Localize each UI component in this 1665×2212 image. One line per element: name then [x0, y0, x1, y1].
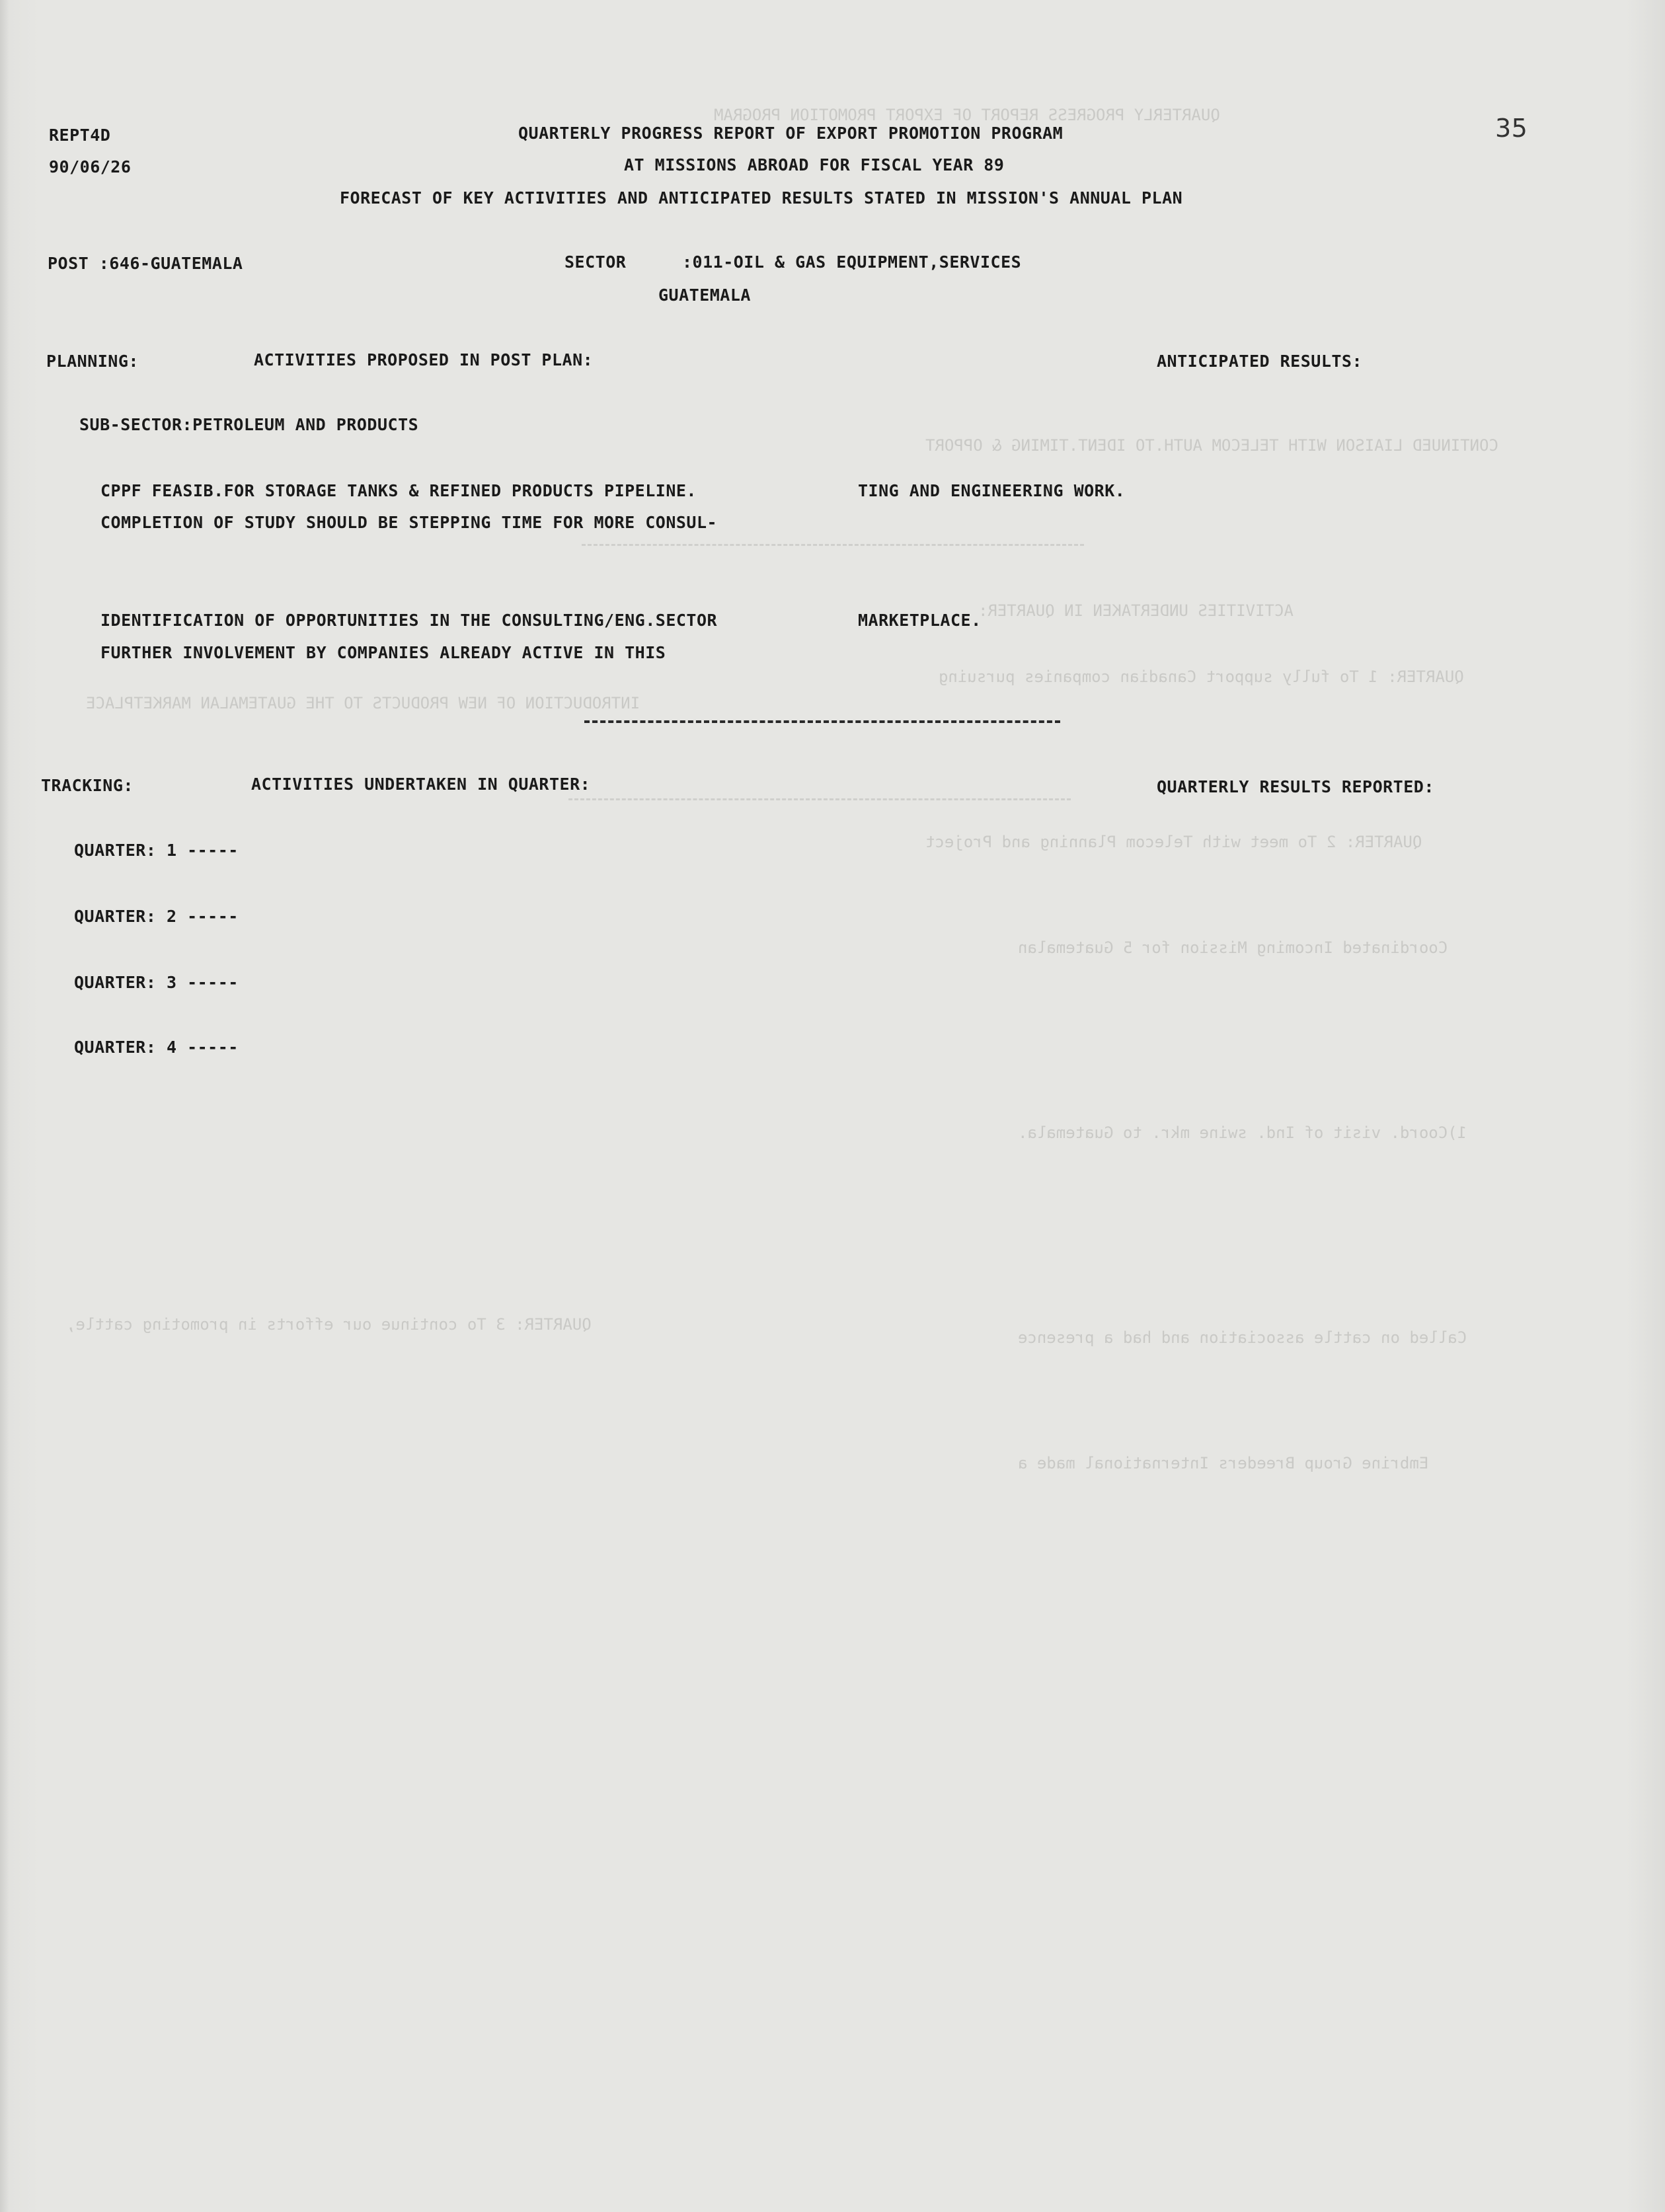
bleed-through-line: CONTINUED LIAISON WITH TELECOM AUTH.TO IDENT.TIMING & OPPORT — [925, 436, 1498, 455]
bleed-through-line: ACTIVITIES UNDERTAKEN IN QUARTER: — [978, 601, 1294, 620]
bleed-through-line: INTRODUCTION OF NEW PRODUCTS TO THE GUATEMALAN MARKETPLACE — [86, 694, 640, 712]
sector-label: SECTOR — [564, 252, 627, 272]
bleed-through-line: Coordinated Incoming Mission for 5 Guatemalan — [1018, 938, 1448, 957]
tracking-activities-header: ACTIVITIES UNDERTAKEN IN QUARTER: — [251, 775, 591, 794]
anticipated-result: MARKETPLACE. — [858, 611, 982, 630]
quarter-entry: QUARTER: 2 ----- — [74, 907, 239, 926]
report-code: REPT4D — [49, 126, 111, 145]
bleed-through-line: QUARTER: 2 To meet with Telecom Planning and Project — [925, 833, 1422, 851]
section-divider — [584, 720, 1060, 723]
report-title-line-3: FORECAST OF KEY ACTIVITIES AND ANTICIPATED RESULTS STATED IN MISSION'S ANNUAL PLAN — [340, 188, 1183, 208]
report-title-line-2: AT MISSIONS ABROAD FOR FISCAL YEAR 89 — [624, 155, 1005, 174]
quarter-entry: QUARTER: 1 ----- — [74, 841, 239, 860]
tracking-label: TRACKING: — [41, 776, 134, 795]
page-number: 35 — [1495, 114, 1528, 143]
quarter-entry: QUARTER: 3 ----- — [74, 973, 239, 992]
bleed-through-rule — [582, 544, 1084, 546]
bleed-through-rule — [568, 798, 1071, 800]
post-label: POST :646-GUATEMALA — [48, 254, 243, 273]
report-title-line-1: QUARTERLY PROGRESS REPORT OF EXPORT PROMOTION PROGRAM — [518, 124, 1064, 143]
sector-value: :011-OIL & GAS EQUIPMENT,SERVICES — [682, 252, 1022, 272]
sector-country: GUATEMALA — [658, 286, 751, 305]
sub-sector: SUB-SECTOR:PETROLEUM AND PRODUCTS — [79, 415, 419, 434]
bleed-through-line: Embrine Group Breeders International made a — [1018, 1454, 1429, 1472]
anticipated-result: TING AND ENGINEERING WORK. — [858, 481, 1126, 500]
quarterly-results-header: QUARTERLY RESULTS REPORTED: — [1157, 777, 1434, 796]
bleed-through-line: QUARTER: 3 To continue our efforts in promoting cattle, — [66, 1315, 592, 1334]
quarter-entry: QUARTER: 4 ----- — [74, 1038, 239, 1057]
bleed-through-line: 1)Coord. visit of Ind. swine mkr. to Guatemala. — [1018, 1124, 1467, 1142]
bleed-through-line: QUARTER: 1 To fully support Canadian companies pursuing — [939, 667, 1464, 686]
bleed-through-line: Called on cattle association and had a presence — [1018, 1328, 1467, 1347]
report-date: 90/06/26 — [49, 157, 132, 176]
activity-line: COMPLETION OF STUDY SHOULD BE STEPPING TIME FOR MORE CONSUL- — [100, 513, 718, 532]
planning-activities-header: ACTIVITIES PROPOSED IN POST PLAN: — [254, 350, 594, 369]
activity-line: FURTHER INVOLVEMENT BY COMPANIES ALREADY ACTIVE IN THIS — [100, 643, 666, 662]
activity-line: CPPF FEASIB.FOR STORAGE TANKS & REFINED PRODUCTS PIPELINE. — [100, 481, 697, 500]
activity-line: IDENTIFICATION OF OPPORTUNITIES IN THE CONSULTING/ENG.SECTOR — [100, 611, 718, 630]
planning-label: PLANNING: — [46, 352, 139, 371]
bleed-through-line: QUARTERLY PROGRESS REPORT OF EXPORT PROMOTION PROGRAM — [714, 106, 1220, 124]
anticipated-results-header: ANTICIPATED RESULTS: — [1157, 352, 1363, 371]
